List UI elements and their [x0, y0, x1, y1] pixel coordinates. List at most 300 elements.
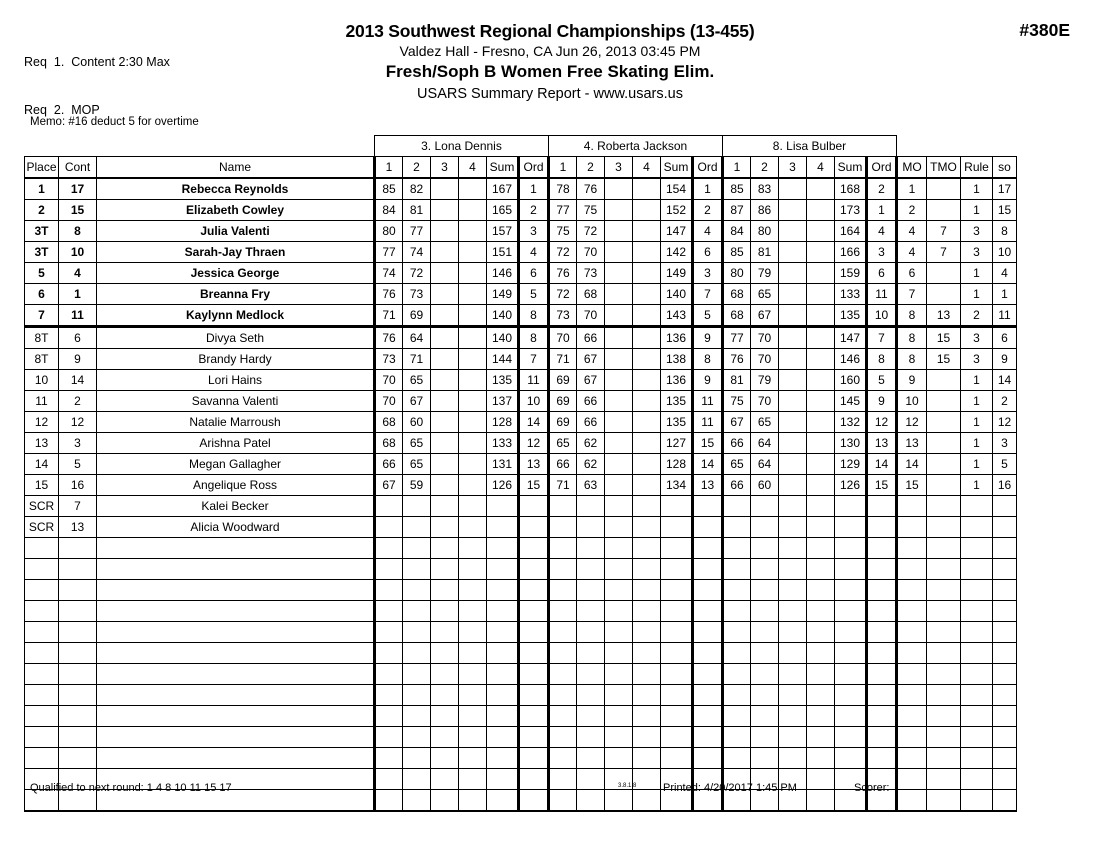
- cell-j3-mark-4: [807, 475, 835, 496]
- page-title: 2013 Southwest Regional Championships (13-455): [345, 21, 755, 41]
- cell-j2-ord: [693, 580, 723, 601]
- cell-tmo: [927, 601, 961, 622]
- cell-cont: 13: [59, 517, 97, 538]
- cell-j1-mark-4: [459, 601, 487, 622]
- report-subtitle: USARS Summary Report - www.usars.us: [417, 86, 683, 102]
- cell-j2-sum: 135: [661, 412, 693, 433]
- cell-j3-ord: 2: [867, 178, 897, 200]
- cell-name: [97, 685, 375, 706]
- cell-j3-ord: [867, 685, 897, 706]
- cell-j1-ord: 14: [519, 412, 549, 433]
- cell-j3-ord: 7: [867, 327, 897, 349]
- cell-so: 8: [993, 221, 1017, 242]
- table-row[interactable]: [25, 327, 1017, 349]
- col-header-place: Place: [25, 157, 59, 179]
- cell-j2-mark-1: 69: [549, 391, 577, 412]
- cell-j1-mark-3: [431, 475, 459, 496]
- cell-j1-mark-1: 84: [375, 200, 403, 221]
- cell-j2-mark-1: 77: [549, 200, 577, 221]
- cell-j2-mark-3: [605, 370, 633, 391]
- cell-j3-mark-1: [723, 496, 751, 517]
- cell-cont: 7: [59, 496, 97, 517]
- table-row-empty[interactable]: [25, 685, 1017, 706]
- cell-rule: 1: [961, 370, 993, 391]
- cell-j2-mark-1: [549, 559, 577, 580]
- cell-j2-mark-2: [577, 538, 605, 559]
- cell-j2-mark-4: [633, 370, 661, 391]
- printed-timestamp: Printed: 4/20/2017 1:45 PM: [663, 782, 797, 794]
- cell-j2-mark-4: [633, 559, 661, 580]
- cell-j3-mark-1: [723, 538, 751, 559]
- table-row[interactable]: [25, 475, 1017, 496]
- cell-j2-mark-1: [549, 664, 577, 685]
- cell-place: [25, 727, 59, 748]
- cell-j3-mark-1: [723, 685, 751, 706]
- cell-rule: 1: [961, 475, 993, 496]
- cell-j2-mark-3: [605, 727, 633, 748]
- cell-j3-mark-4: [807, 454, 835, 475]
- cell-j3-mark-3: [779, 242, 807, 263]
- cell-j2-mark-1: 71: [549, 349, 577, 370]
- cell-j2-mark-3: [605, 327, 633, 349]
- cell-j3-mark-4: [807, 263, 835, 284]
- cell-j3-mark-3: [779, 496, 807, 517]
- cell-j3-ord: 3: [867, 242, 897, 263]
- cell-name: [97, 580, 375, 601]
- cell-j2-mark-3: [605, 454, 633, 475]
- cell-cont: [59, 643, 97, 664]
- col-header-j3-mark-4: 4: [807, 157, 835, 179]
- cell-mo: [897, 685, 927, 706]
- cell-j1-sum: [487, 769, 519, 790]
- cell-j1-sum: [487, 727, 519, 748]
- cell-j3-ord: 11: [867, 284, 897, 305]
- cell-j1-mark-3: [431, 559, 459, 580]
- cell-j1-ord: [519, 580, 549, 601]
- col-header-j1-sum: Sum: [487, 157, 519, 179]
- cell-cont: [59, 748, 97, 769]
- cell-j1-ord: 5: [519, 284, 549, 305]
- table-row[interactable]: [25, 433, 1017, 454]
- table-row-empty[interactable]: [25, 601, 1017, 622]
- table-row[interactable]: [25, 370, 1017, 391]
- cell-j2-mark-1: [549, 496, 577, 517]
- table-row[interactable]: [25, 221, 1017, 242]
- cell-j2-mark-4: [633, 433, 661, 454]
- requirement-2: Req 2. MOP: [24, 103, 100, 117]
- cell-name: [97, 559, 375, 580]
- table-row[interactable]: [25, 454, 1017, 475]
- cell-j1-mark-3: [431, 284, 459, 305]
- cell-j1-ord: 4: [519, 242, 549, 263]
- cell-j3-mark-1: 85: [723, 178, 751, 200]
- cell-tmo: [927, 370, 961, 391]
- cell-j2-sum: 127: [661, 433, 693, 454]
- cell-j3-mark-1: [723, 601, 751, 622]
- table-row[interactable]: [25, 349, 1017, 370]
- cell-j1-mark-2: [403, 517, 431, 538]
- cell-j1-mark-2: [403, 496, 431, 517]
- cell-j3-mark-3: [779, 538, 807, 559]
- cell-j2-mark-4: [633, 706, 661, 727]
- cell-j3-mark-2: 79: [751, 263, 779, 284]
- cell-j2-mark-3: [605, 200, 633, 221]
- cell-place: 7: [25, 305, 59, 327]
- cell-j2-mark-4: [633, 305, 661, 327]
- cell-j3-ord: 5: [867, 370, 897, 391]
- cell-mo: [897, 517, 927, 538]
- cell-j1-mark-2: [403, 685, 431, 706]
- cell-place: 6: [25, 284, 59, 305]
- cell-j2-ord: [693, 748, 723, 769]
- cell-name: [97, 748, 375, 769]
- cell-j1-sum: 151: [487, 242, 519, 263]
- cell-j1-mark-3: [431, 685, 459, 706]
- cell-j3-mark-4: [807, 559, 835, 580]
- cell-j1-sum: 146: [487, 263, 519, 284]
- cell-so: 10: [993, 242, 1017, 263]
- cell-j3-mark-2: [751, 727, 779, 748]
- cell-j1-ord: 8: [519, 327, 549, 349]
- cell-tmo: [927, 559, 961, 580]
- cell-j2-mark-1: 65: [549, 433, 577, 454]
- cell-j2-mark-4: [633, 327, 661, 349]
- cell-j3-mark-1: 81: [723, 370, 751, 391]
- table-row[interactable]: [25, 242, 1017, 263]
- cell-name: Elizabeth Cowley: [97, 200, 375, 221]
- table-row[interactable]: [25, 263, 1017, 284]
- cell-j1-mark-3: [431, 580, 459, 601]
- table-row-empty[interactable]: [25, 664, 1017, 685]
- cell-j2-mark-3: [605, 643, 633, 664]
- table-row-empty[interactable]: [25, 580, 1017, 601]
- cell-mo: [897, 538, 927, 559]
- cell-name: Sarah-Jay Thraen: [97, 242, 375, 263]
- cell-j3-mark-4: [807, 622, 835, 643]
- cell-j3-mark-4: [807, 370, 835, 391]
- cell-j1-sum: 157: [487, 221, 519, 242]
- table-row[interactable]: [25, 284, 1017, 305]
- cell-j2-mark-2: 66: [577, 327, 605, 349]
- cell-j1-ord: [519, 601, 549, 622]
- table-row-empty[interactable]: [25, 748, 1017, 769]
- cell-j2-ord: 2: [693, 200, 723, 221]
- cell-rule: 1: [961, 412, 993, 433]
- cell-j1-mark-4: [459, 433, 487, 454]
- cell-j2-mark-3: [605, 496, 633, 517]
- cell-cont: 5: [59, 454, 97, 475]
- cell-j3-sum: 145: [835, 391, 867, 412]
- cell-place: [25, 622, 59, 643]
- cell-j3-mark-2: [751, 664, 779, 685]
- cell-j2-mark-1: [549, 580, 577, 601]
- cell-tmo: [927, 685, 961, 706]
- table-row-empty[interactable]: [25, 559, 1017, 580]
- cell-rule: [961, 643, 993, 664]
- column-header-row: [25, 157, 1017, 179]
- cell-name: [97, 727, 375, 748]
- cell-place: 15: [25, 475, 59, 496]
- cell-j1-sum: 135: [487, 370, 519, 391]
- cell-j1-sum: 165: [487, 200, 519, 221]
- cell-so: 6: [993, 327, 1017, 349]
- cell-name: [97, 622, 375, 643]
- cell-j3-ord: [867, 622, 897, 643]
- cell-so: 16: [993, 475, 1017, 496]
- cell-j3-mark-2: [751, 559, 779, 580]
- cell-j2-mark-2: 67: [577, 349, 605, 370]
- cell-so: 15: [993, 200, 1017, 221]
- cell-cont: 12: [59, 412, 97, 433]
- table-row-empty[interactable]: [25, 622, 1017, 643]
- cell-rule: [961, 769, 993, 790]
- cell-j2-sum: [661, 559, 693, 580]
- cell-rule: [961, 748, 993, 769]
- cell-name: Breanna Fry: [97, 284, 375, 305]
- cell-j2-mark-1: 73: [549, 305, 577, 327]
- cell-j1-mark-2: [403, 622, 431, 643]
- cell-cont: 14: [59, 370, 97, 391]
- cell-j3-ord: 14: [867, 454, 897, 475]
- cell-j1-ord: [519, 685, 549, 706]
- cell-tmo: 13: [927, 305, 961, 327]
- cell-place: [25, 538, 59, 559]
- col-header-j2-mark-1: 1: [549, 157, 577, 179]
- cell-j3-mark-2: 70: [751, 327, 779, 349]
- table-row[interactable]: [25, 305, 1017, 327]
- cell-tmo: [927, 517, 961, 538]
- cell-j1-mark-3: [431, 349, 459, 370]
- cell-tmo: [927, 790, 961, 812]
- cell-rule: [961, 601, 993, 622]
- cell-tmo: [927, 769, 961, 790]
- cell-j1-ord: 1: [519, 178, 549, 200]
- cell-j3-sum: 168: [835, 178, 867, 200]
- cell-j1-mark-2: 82: [403, 178, 431, 200]
- cell-place: [25, 559, 59, 580]
- cell-j3-sum: 135: [835, 305, 867, 327]
- cell-j2-mark-3: [605, 284, 633, 305]
- cell-j1-sum: 131: [487, 454, 519, 475]
- cell-tmo: 15: [927, 327, 961, 349]
- cell-j2-mark-2: 62: [577, 454, 605, 475]
- cell-j2-mark-3: [605, 790, 633, 812]
- cell-j1-mark-3: [431, 391, 459, 412]
- cell-cont: [59, 685, 97, 706]
- cell-j2-mark-1: [549, 685, 577, 706]
- cell-j1-mark-3: [431, 433, 459, 454]
- cell-so: 2: [993, 391, 1017, 412]
- cell-j2-sum: [661, 622, 693, 643]
- cell-j2-mark-4: [633, 769, 661, 790]
- cell-cont: [59, 622, 97, 643]
- cell-name: Rebecca Reynolds: [97, 178, 375, 200]
- cell-place: [25, 664, 59, 685]
- cell-j3-sum: [835, 496, 867, 517]
- cell-j3-mark-4: [807, 643, 835, 664]
- cell-tmo: [927, 284, 961, 305]
- table-row[interactable]: [25, 517, 1017, 538]
- cell-j1-ord: [519, 748, 549, 769]
- cell-j2-mark-3: [605, 580, 633, 601]
- table-row[interactable]: [25, 496, 1017, 517]
- cell-j1-sum: 149: [487, 284, 519, 305]
- cell-j1-mark-4: [459, 178, 487, 200]
- cell-j2-ord: [693, 727, 723, 748]
- cell-j3-mark-3: [779, 391, 807, 412]
- table-row[interactable]: [25, 200, 1017, 221]
- cell-j1-mark-4: [459, 790, 487, 812]
- cell-place: 12: [25, 412, 59, 433]
- cell-j1-mark-1: 85: [375, 178, 403, 200]
- cell-j1-ord: [519, 664, 549, 685]
- cell-j3-ord: 1: [867, 200, 897, 221]
- cell-j2-mark-3: [605, 178, 633, 200]
- cell-j2-mark-3: [605, 664, 633, 685]
- table-row[interactable]: [25, 178, 1017, 200]
- cell-j2-mark-4: [633, 178, 661, 200]
- cell-j1-ord: [519, 517, 549, 538]
- cell-j3-sum: [835, 748, 867, 769]
- cell-rule: 1: [961, 263, 993, 284]
- cell-tmo: [927, 178, 961, 200]
- table-row[interactable]: [25, 412, 1017, 433]
- cell-j3-sum: 146: [835, 349, 867, 370]
- cell-j3-mark-1: 87: [723, 200, 751, 221]
- cell-j3-sum: 132: [835, 412, 867, 433]
- table-row-empty[interactable]: [25, 727, 1017, 748]
- cell-cont: [59, 706, 97, 727]
- cell-place: 14: [25, 454, 59, 475]
- col-header-j1-mark-2: 2: [403, 157, 431, 179]
- cell-j2-sum: [661, 643, 693, 664]
- cell-j1-mark-1: [375, 601, 403, 622]
- cell-j1-mark-4: [459, 685, 487, 706]
- cell-tmo: [927, 748, 961, 769]
- cell-j3-mark-3: [779, 221, 807, 242]
- cell-j2-mark-4: [633, 475, 661, 496]
- cell-place: 11: [25, 391, 59, 412]
- cell-place: 5: [25, 263, 59, 284]
- cell-j3-mark-4: [807, 748, 835, 769]
- cell-j1-mark-4: [459, 370, 487, 391]
- cell-cont: [59, 601, 97, 622]
- cell-j1-mark-1: 76: [375, 284, 403, 305]
- cell-rule: 2: [961, 305, 993, 327]
- cell-j1-mark-3: [431, 242, 459, 263]
- table-row[interactable]: [25, 391, 1017, 412]
- cell-j2-mark-2: [577, 559, 605, 580]
- cell-j3-sum: 130: [835, 433, 867, 454]
- cell-j2-mark-1: [549, 769, 577, 790]
- table-row-empty[interactable]: [25, 538, 1017, 559]
- cell-j1-mark-1: [375, 559, 403, 580]
- cell-place: 10: [25, 370, 59, 391]
- cell-j3-sum: 126: [835, 475, 867, 496]
- cell-j1-mark-3: [431, 412, 459, 433]
- cell-j2-mark-1: [549, 748, 577, 769]
- cell-j3-mark-2: 65: [751, 284, 779, 305]
- cell-j2-mark-4: [633, 221, 661, 242]
- cell-mo: 8: [897, 327, 927, 349]
- cell-j2-sum: [661, 748, 693, 769]
- cell-j1-ord: 7: [519, 349, 549, 370]
- cell-j2-mark-1: [549, 622, 577, 643]
- cell-cont: 17: [59, 178, 97, 200]
- cell-j3-sum: [835, 664, 867, 685]
- cell-rule: 3: [961, 327, 993, 349]
- cell-j2-mark-2: [577, 769, 605, 790]
- cell-tmo: 7: [927, 242, 961, 263]
- cell-j1-mark-2: [403, 748, 431, 769]
- cell-j3-mark-4: [807, 517, 835, 538]
- cell-j2-mark-2: 73: [577, 263, 605, 284]
- cell-j1-sum: [487, 496, 519, 517]
- cell-j2-sum: 135: [661, 391, 693, 412]
- cell-so: [993, 790, 1017, 812]
- cell-j3-sum: [835, 517, 867, 538]
- cell-j3-mark-1: 80: [723, 263, 751, 284]
- cell-j1-sum: [487, 706, 519, 727]
- col-header-j3-mark-1: 1: [723, 157, 751, 179]
- cell-mo: 4: [897, 242, 927, 263]
- cell-j3-mark-2: [751, 643, 779, 664]
- cell-j2-mark-4: [633, 263, 661, 284]
- cell-j3-mark-1: 68: [723, 284, 751, 305]
- cell-j2-mark-1: 70: [549, 327, 577, 349]
- cell-j2-ord: [693, 496, 723, 517]
- cell-j3-mark-3: [779, 685, 807, 706]
- cell-j3-mark-2: 64: [751, 454, 779, 475]
- cell-j2-mark-1: 72: [549, 284, 577, 305]
- cell-j2-ord: 7: [693, 284, 723, 305]
- cell-j2-ord: 6: [693, 242, 723, 263]
- cell-rule: 3: [961, 349, 993, 370]
- cell-j3-sum: [835, 706, 867, 727]
- cell-j3-mark-3: [779, 284, 807, 305]
- cell-so: [993, 622, 1017, 643]
- cell-mo: 8: [897, 349, 927, 370]
- table-row-empty[interactable]: [25, 706, 1017, 727]
- cell-j3-mark-4: [807, 391, 835, 412]
- cell-j2-mark-2: [577, 643, 605, 664]
- cell-j1-sum: 167: [487, 178, 519, 200]
- cell-so: 12: [993, 412, 1017, 433]
- cell-j1-mark-4: [459, 391, 487, 412]
- cell-j2-ord: [693, 643, 723, 664]
- cell-so: [993, 748, 1017, 769]
- cell-j1-mark-3: [431, 263, 459, 284]
- cell-j3-mark-2: [751, 580, 779, 601]
- cell-j3-mark-4: [807, 538, 835, 559]
- cell-j2-sum: [661, 538, 693, 559]
- col-header-j3-mark-2: 2: [751, 157, 779, 179]
- table-row-empty[interactable]: [25, 643, 1017, 664]
- cell-j3-mark-1: 66: [723, 433, 751, 454]
- cell-j1-sum: [487, 559, 519, 580]
- cell-j3-ord: [867, 559, 897, 580]
- cell-j3-mark-3: [779, 433, 807, 454]
- judge-header-1: 3. Lona Dennis: [375, 136, 549, 157]
- col-header-j2-ord: Ord: [693, 157, 723, 179]
- cell-rule: [961, 664, 993, 685]
- cell-j2-sum: [661, 706, 693, 727]
- cell-j1-ord: 3: [519, 221, 549, 242]
- cell-j2-mark-2: [577, 727, 605, 748]
- cell-j1-mark-1: 77: [375, 242, 403, 263]
- cell-j1-mark-1: [375, 664, 403, 685]
- cell-j3-ord: 4: [867, 221, 897, 242]
